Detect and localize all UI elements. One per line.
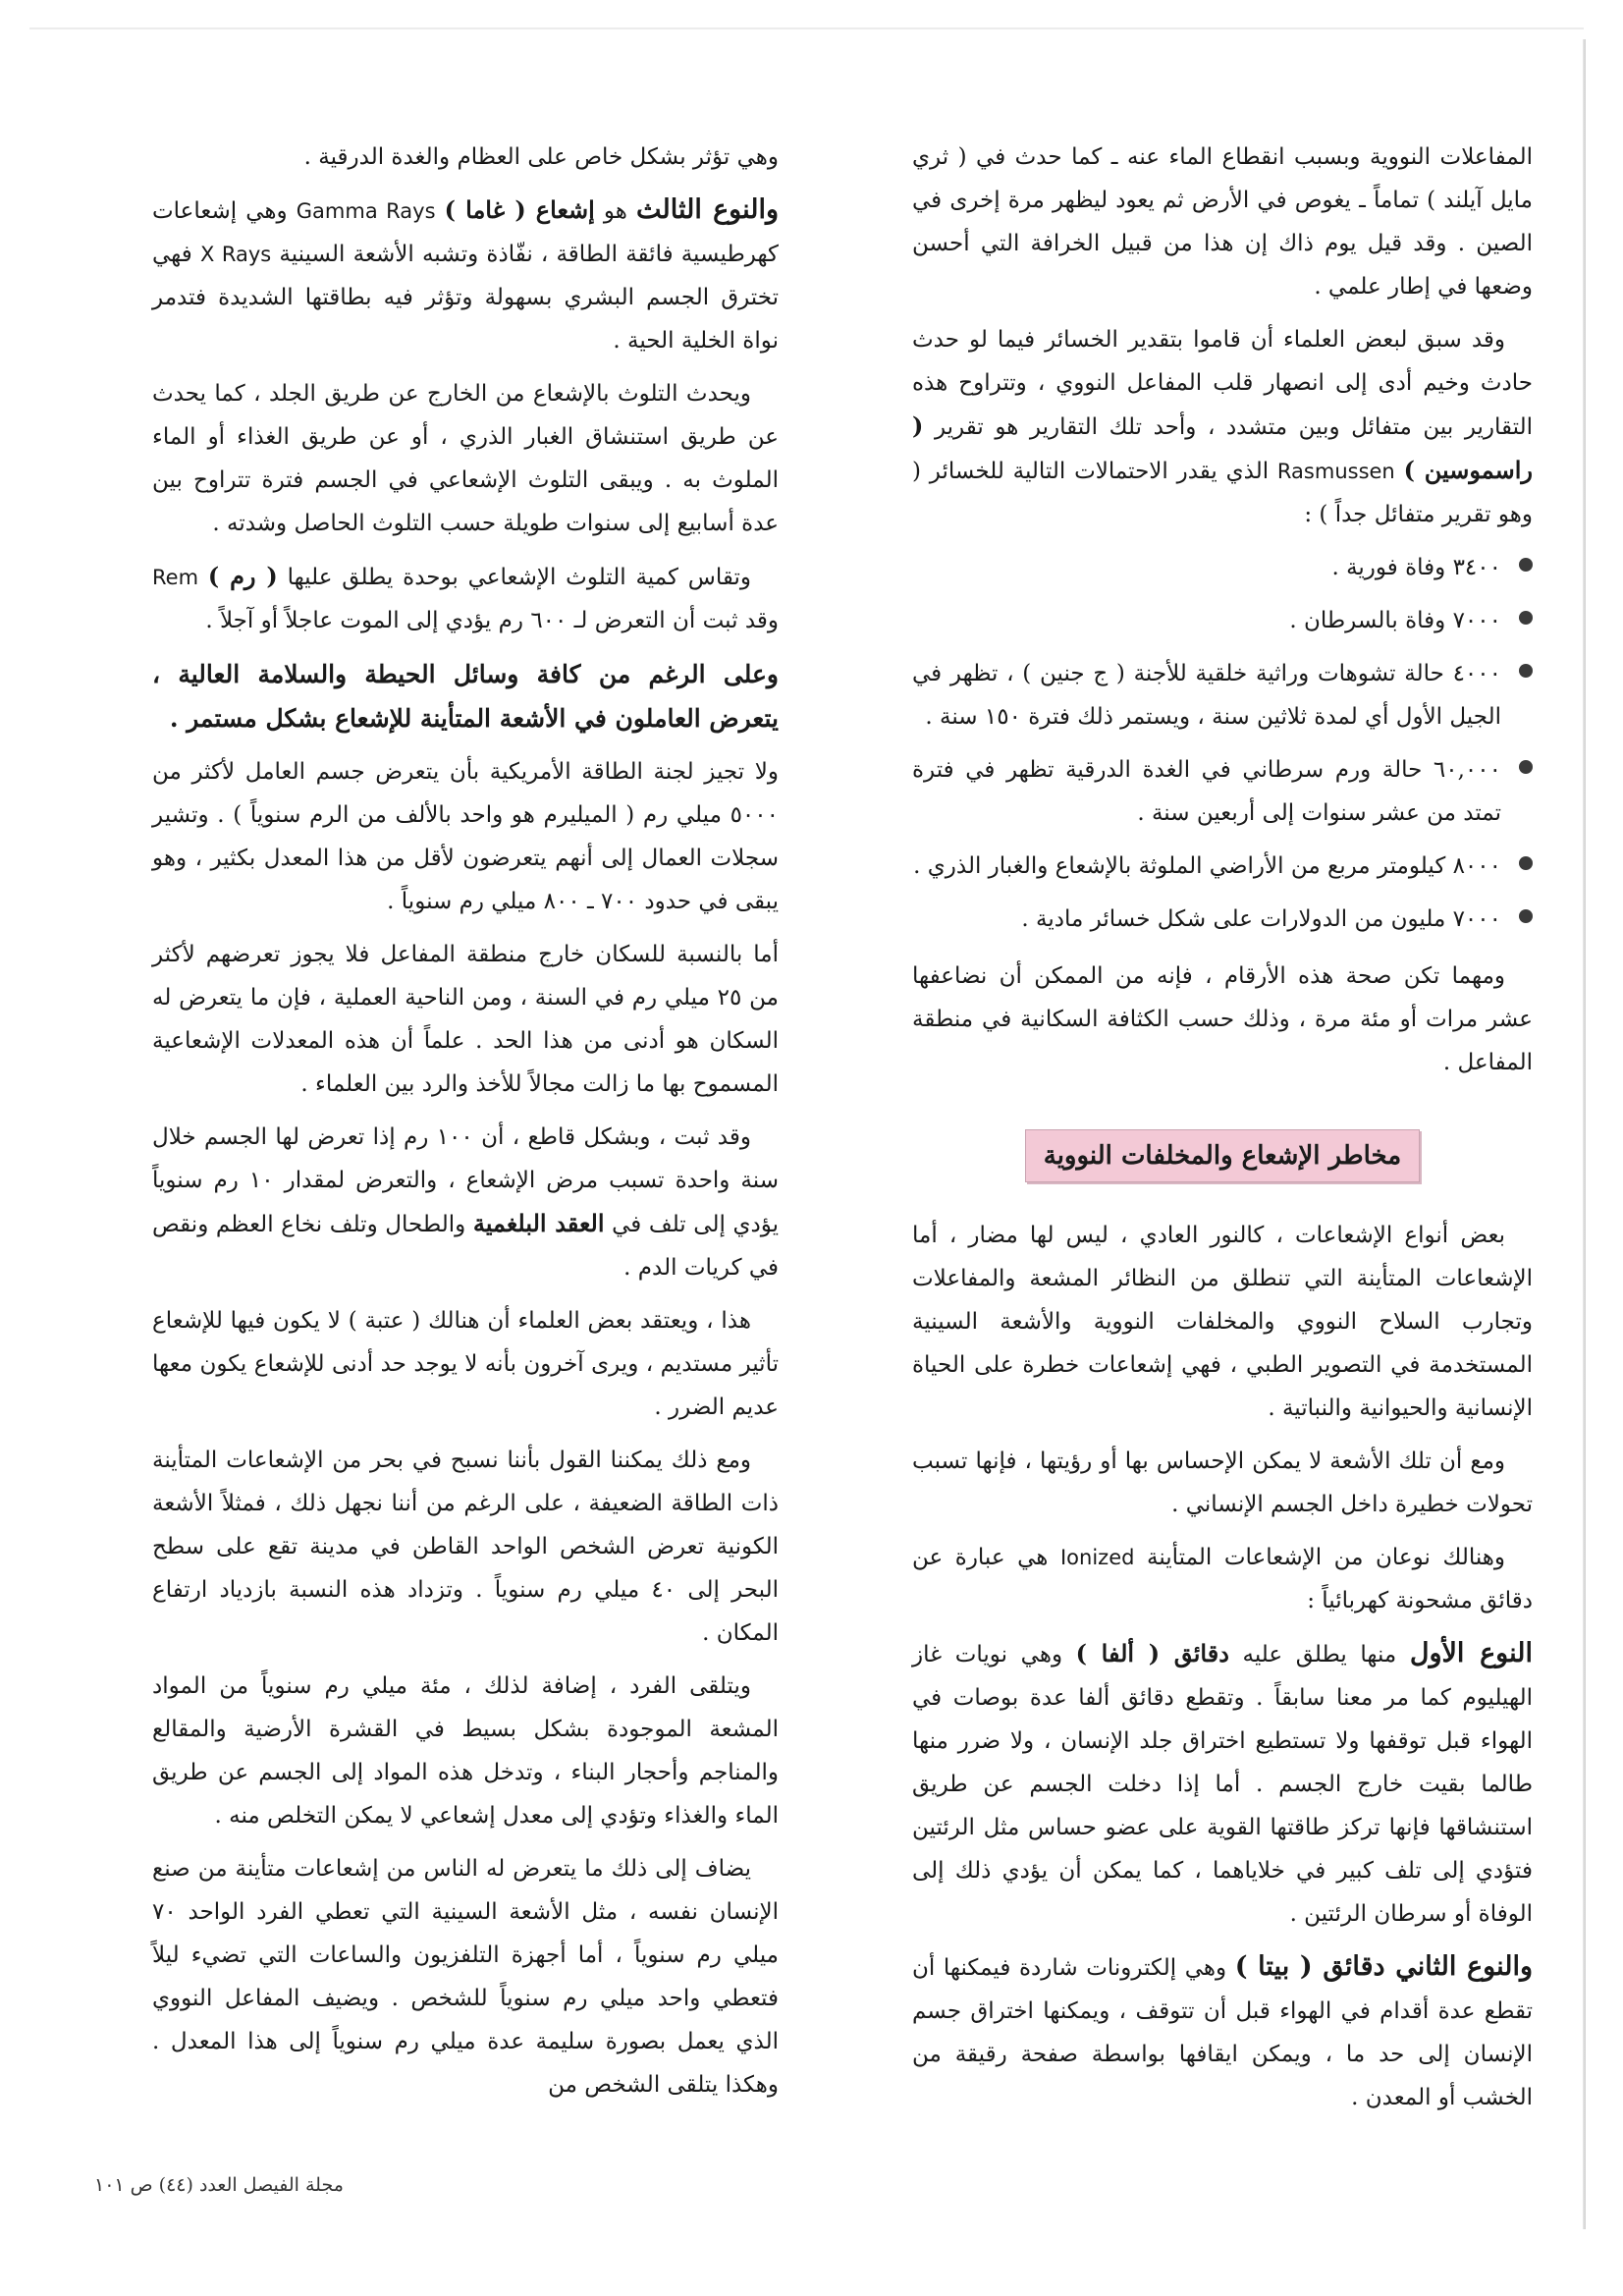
highlighted-term: العقد البلغمية (472, 1209, 605, 1237)
left-column (152, 136, 779, 2116)
list-item: ٣٤٠٠ وفاة فورية . (912, 546, 1533, 589)
section-heading: مخاطر الإشعاع والمخلفات النووية (1025, 1129, 1420, 1182)
list-item: ٧٠٠٠ وفاة بالسرطان . (912, 599, 1533, 642)
paragraph: هذا ، ويعتقد بعض العلماء أن هنالك ( عتبة ) لا يكون فيها للإشعاع تأثير مستديم ، ويرى آخرون بأنه لا يوجد حد أدنى للإشعاع يكون معها عديم الضرر . (152, 1308, 779, 1420)
paragraph: والنوع الثاني دقائق ( بيتا ) وهي إلكترونات شاردة فيمكنها أن تقطع عدة أقدام في الهواء قبل أن تتوقف ، ويمكنها اختراق جسم الإنسان إلى حد ما ، ويمكن ايقافها بواسطة صفحة رقيقة من الخشب أو المعدن . (912, 1951, 1533, 2110)
lead-term: والنوع الثاني دقائق ( بيتا ) (1234, 1951, 1533, 1982)
page-edge-top (29, 27, 1584, 29)
section-heading-wrap (912, 1129, 1533, 1182)
bullet-dot-icon (1519, 664, 1533, 678)
paragraph: وقد سبق لبعض العلماء أن قاموا بتقدير الخسائر فيما لو حدث حادث وخيم أدى إلى انصهار قلب المفاعل النووي ، وتتراوح هذه التقارير بين متفائل وبين متشدد ، وأحد تلك التقارير هو تقرير ( راسموسين ) Rasmussen الذي يقدر الاحتمالات التالية للخسائر ( وهو تقرير متفائل جداً ) : (912, 327, 1534, 527)
bullet-dot-icon (1519, 611, 1533, 625)
list-item: ٨٠٠٠ كيلومتر مربع من الأراضي الملوثة بالإشعاع والغبار الذري . (912, 845, 1533, 888)
bullet-dot-icon (1519, 856, 1533, 870)
highlighted-term: ( راسموسين ) (912, 411, 1534, 484)
lead-term: النوع الأول (1409, 1638, 1533, 1668)
highlighted-term: ( رم ) (207, 562, 278, 590)
paragraph: وتقاس كمية التلوث الإشعاعي بوحدة يطلق عليها ( رم ) Rem وقد ثبت أن التعرض لـ ٦٠٠ رم يؤدي إلى الموت عاجلاً أو آجلاً . (152, 562, 779, 633)
bullet-dot-icon (1519, 909, 1533, 923)
latin-term: X Rays (199, 243, 272, 266)
bold-paragraph: وعلى الرغم من كافة وسائل الحيطة والسلامة العالية ، يتعرض العاملون في الأشعة المتأينة للإشعاع بشكل مستمر . (152, 660, 779, 733)
paragraph: المفاعلات النووية وبسبب انقطاع الماء عنه ـ كما حدث في ( ثري مايل آيلند ) تماماً ـ يغوص في الأرض ثم يعود ليظهر مرة إخرى في الصين . وقد قيل يوم ذاك إن هذا من قبيل الخرافة التي أحسن وضعها في إطار علمي . (912, 144, 1533, 300)
bullet-dot-icon (1519, 760, 1533, 774)
latin-term: Rem (152, 566, 199, 589)
paragraph: وهنالك نوعان من الإشعاعات المتأينة Ionized هي عبارة عن دقائق مشحونة كهربائياً : (912, 1545, 1533, 1613)
paragraph: ومع أن تلك الأشعة لا يمكن الإحساس بها أو رؤيتها ، فإنها تسبب تحولات خطيرة داخل الجسم الإنساني . (912, 1449, 1533, 1517)
paragraph: النوع الأول منها يطلق عليه دقائق ( ألفا ) وهي نويات غاز الهيليوم كما مر معنا سابقاً . وتقطع دقائق ألفا عدة بوصات في الهواء قبل توقفها ولا تستطيع اختراق جلد الإنسان ، ولا ضرر منها طالما بقيت خارج الجسم . أما إذا دخلت الجسم عن طريق استنشاقها فإنها تركز طاقتها القوية على عضو حساس مثل الرئتين فتؤدي إلى تلف كبير في خلاياهما ، كما يمكن أن يؤدي ذلك إلى الوفاة أو سرطان الرئتين . (912, 1638, 1533, 1927)
highlighted-term: دقائق ( ألفا ) (1075, 1639, 1229, 1667)
list-item: ٦٠,٠٠٠ حالة ورم سرطاني في الغدة الدرقية تظهر في فترة تمتد من عشر سنوات إلى أربعين سنة . (912, 748, 1533, 835)
paragraph: ومهما تكن صحة هذه الأرقام ، فإنه من الممكن أن نضاعفها عشر مرات أو مئة مرة ، وذلك حسب الكثافة السكانية في منطقة المفاعل . (912, 963, 1533, 1075)
paragraph: بعض أنواع الإشعاعات ، كالنور العادي ، ليس لها مضار ، أما الإشعاعات المتأينة التي تنطلق من النظائر المشعة والمفاعلات وتجارب السلاح النووي والمخلفات النووية والأشعة السينية المستخدمة في التصوير الطبي ، فهي إشعاعات خطرة على الحياة الإنسانية والحيوانية والنباتية . (912, 1223, 1533, 1421)
paragraph: وقد ثبت ، وبشكل قاطع ، أن ١٠٠ رم إذا تعرض لها الجسم خلال سنة واحدة تسبب مرض الإشعاع ، والتعرض لمقدار ١٠ رم سنوياً يؤدي إلى تلف في العقد البلغمية والطحال وتلف نخاع العظم ونقص في كريات الدم . (152, 1124, 780, 1281)
latin-term: Ionized (1059, 1546, 1135, 1569)
latin-term: Rasmussen (1276, 460, 1395, 483)
paragraph: أما بالنسبة للسكان خارج منطقة المفاعل فلا يجوز تعرضهم لأكثر من ٢٥ ميلي رم في السنة ، ومن الناحية العملية ، فإن ما يتعرض له السكان هو أدنى من هذا الحد . علماً أن هذه المعدلات الإشعاعية المسموح بها ما زالت مجالاً للأخذ والرد بين العلماء . (152, 942, 779, 1097)
list-item: ٤٠٠٠ حالة تشوهات وراثية خلقية للأجنة ( ج جنين ) ، تظهر في الجيل الأول أي لمدة ثلاثين سنة ، ويستمر ذلك فترة ١٥٠ سنة . (912, 652, 1533, 738)
latin-term: Gamma Rays (296, 199, 436, 223)
paragraph: وهي تؤثر بشكل خاص على العظام والغدة الدرقية . (303, 144, 779, 170)
highlighted-term: إشعاع ( غاما ) (444, 195, 595, 224)
paragraph: ومع ذلك يمكننا القول بأننا نسبح في بحر من الإشعاعات المتأينة ذات الطاقة الضعيفة ، على الرغم من أننا نجهل ذلك ، فمثلاً الأشعة الكونية تعرض الشخص الواحد القاطن في مدينة تقع على سطح البحر إلى ٤٠ ميلي رم سنوياً . وتزداد هذه النسبة بازدياد ارتفاع المكان . (152, 1448, 779, 1646)
paragraph: والنوع الثالث هو إشعاع ( غاما ) Gamma Rays وهي إشعاعات كهرطيسية فائقة الطاقة ، نفّاذة وتشبه الأشعة السينية X Rays فهي تخترق الجسم البشري بسهولة وتؤثر فيه بطاقتها الشديدة فتدمر نواة الخلية الحية . (152, 194, 780, 354)
bullet-dot-icon (1519, 558, 1533, 572)
right-column (912, 136, 1533, 2129)
loss-estimates-list (912, 546, 1533, 941)
page-edge-right (1583, 39, 1586, 2229)
lead-term: والنوع الثالث (636, 194, 780, 225)
paragraph: ولا تجيز لجنة الطاقة الأمريكية بأن يتعرض جسم العامل لأكثر من ٥٠٠٠ ميلي رم ( الميليرم هو واحد بالألف من الرم سنوياً ) . وتشير سجلات العمال إلى أنهم يتعرضون لأقل من هذا المعدل بكثير ، وهو يبقى في حدود ٧٠٠ ـ ٨٠٠ ميلي رم سنوياً . (152, 759, 779, 914)
paragraph: ويتلقى الفرد ، إضافة لذلك ، مئة ميلي رم سنوياً من المواد المشعة الموجودة بشكل بسيط في القشرة الأرضية والمقالع والمناجم وأحجار البناء ، وتدخل هذه المواد إلى الجسم عن طريق الماء والغذاء وتؤدي إلى معدل إشعاعي لا يمكن التخلص منه . (152, 1673, 779, 1829)
page-footer: مجلة الفيصل العدد (٤٤) ص ١٠١ (94, 2174, 344, 2196)
paragraph: يضاف إلى ذلك ما يتعرض له الناس من إشعاعات متأينة من صنع الإنسان نفسه ، مثل الأشعة السينية التي تعطي الفرد الواحد ٧٠ ميلي رم سنوياً ، أما أجهزة التلفزيون والساعات التي تضيء ليلاً فتعطي واحد ميلي رم سنوياً للشخص . ويضيف المفاعل النووي الذي يعمل بصورة سليمة عدة ميلي رم سنوياً إلى هذا المعدل . وهكذا يتلقى الشخص من (152, 1856, 779, 2098)
list-item: ٧٠٠٠ مليون من الدولارات على شكل خسائر مادية . (912, 898, 1533, 941)
paragraph: ويحدث التلوث بالإشعاع من الخارج عن طريق الجلد ، كما يحدث عن طريق استنشاق الغبار الذري ، أو عن طريق الغذاء أو الماء الملوث به . ويبقى التلوث الإشعاعي في الجسم فترة تتراوح بين عدة أسابيع إلى سنوات طويلة حسب التلوث الحاصل وشدته . (152, 381, 779, 536)
